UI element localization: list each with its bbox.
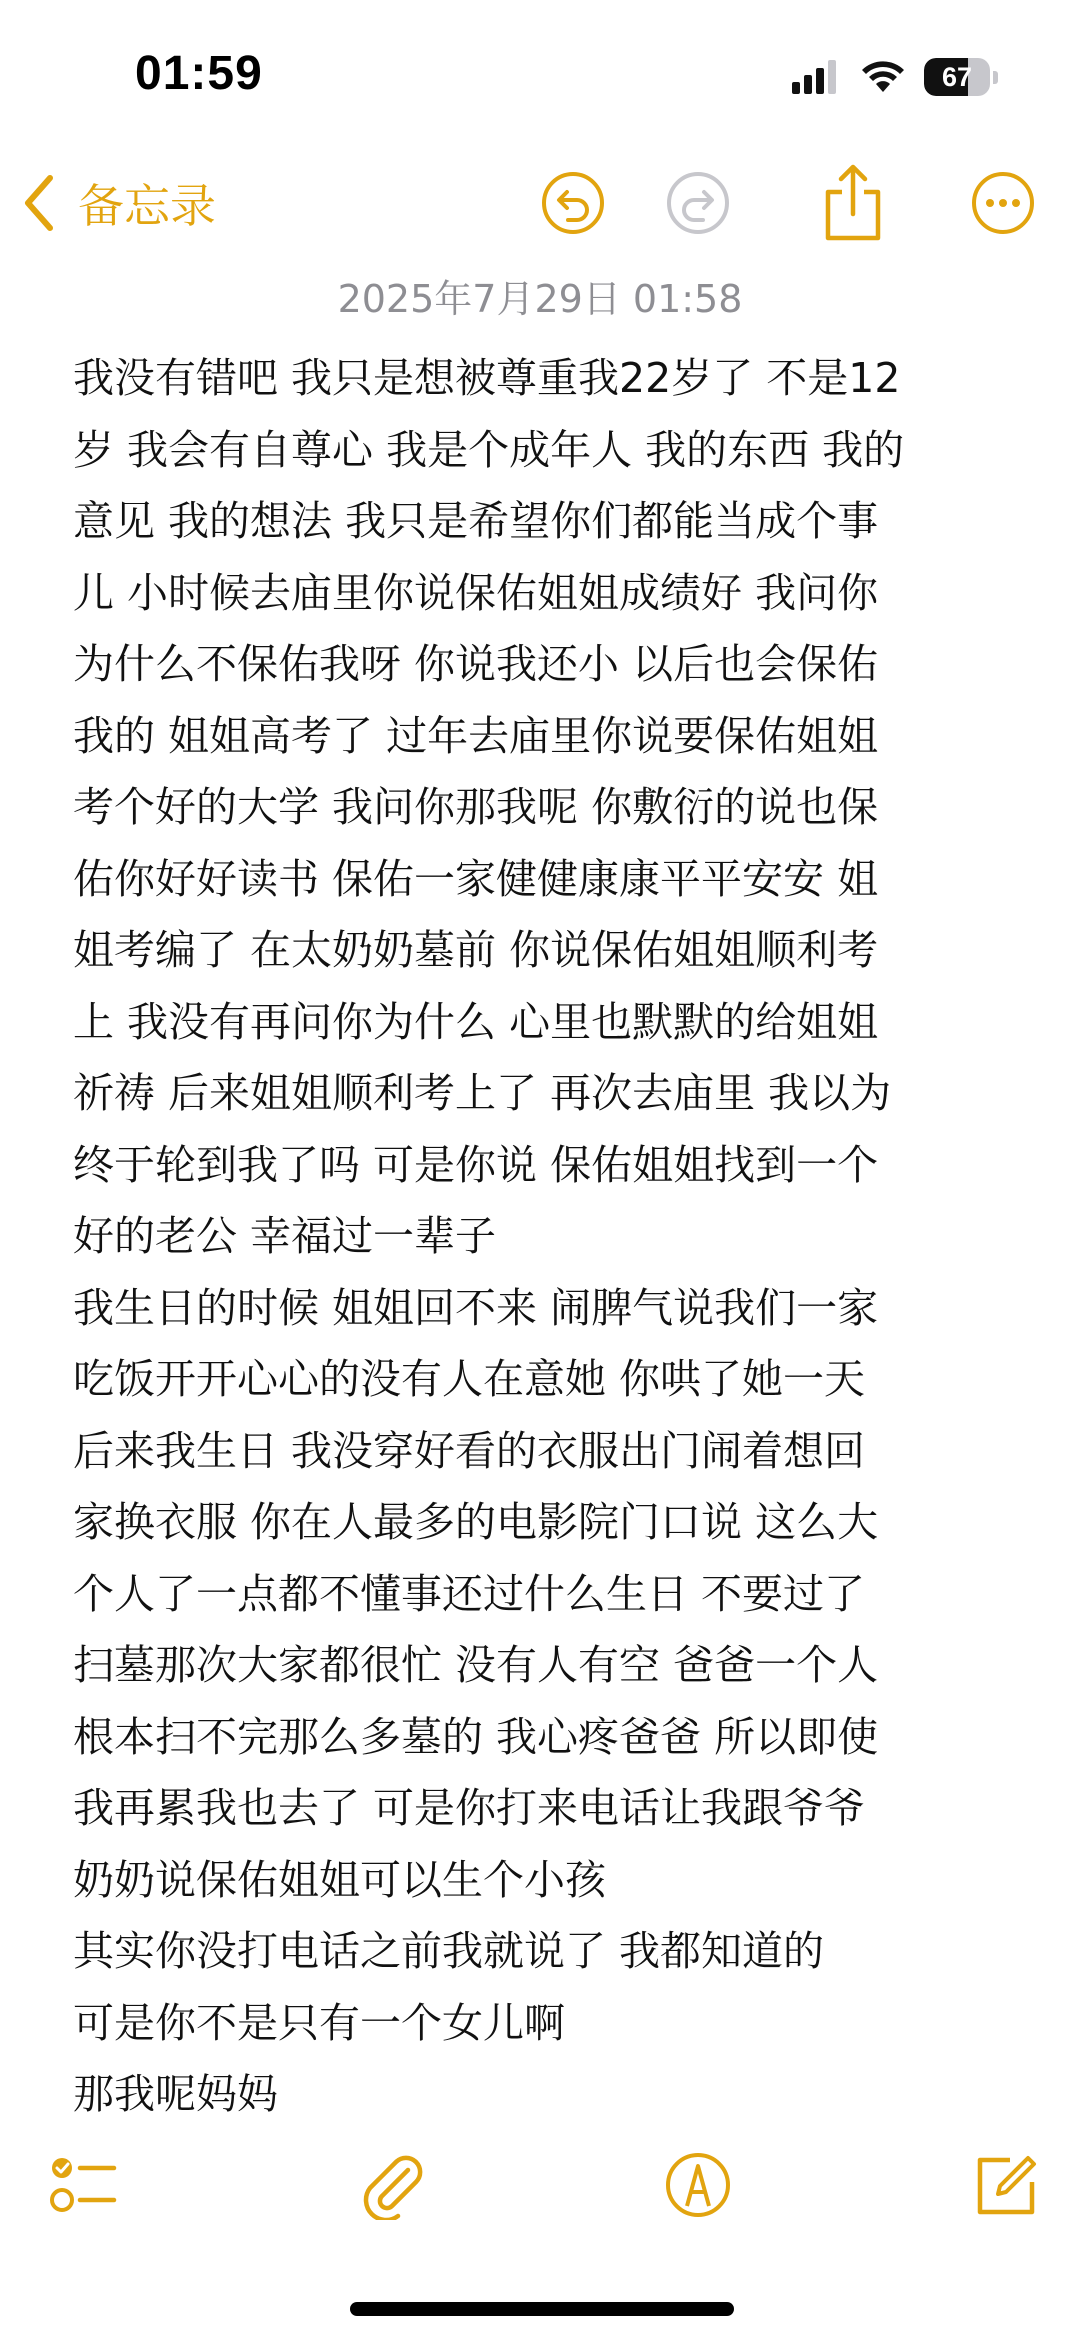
note-line: 我再累我也去了 可是你打来电话让我跟爷爷: [73, 1784, 866, 1832]
note-line: 我生日的时候 姐姐回不来 闹脾气说我们一家: [73, 1283, 879, 1332]
back-button[interactable]: [22, 170, 216, 236]
note-line: 奶奶说保佑姐姐可以生个小孩: [73, 1855, 606, 1904]
nav-bar: [0, 160, 1080, 260]
note-line: 好的老公 幸福过一辈子: [73, 1212, 497, 1260]
status-time: 01:59: [135, 47, 263, 100]
note-line: 为什么不保佑我呀 你说我还小 以后也会保佑: [73, 640, 879, 688]
wifi-icon: [860, 60, 906, 94]
note-body[interactable]: [73, 343, 1013, 2131]
note-line: 后来我生日 我没穿好看的衣服出门闹着想回: [73, 1426, 866, 1475]
note-line: 个人了一点都不懂事还过什么生日 不要过了: [73, 1569, 866, 1618]
note-line: 岁 我会有自尊心 我是个成年人 我的东西 我的: [73, 425, 905, 474]
share-icon[interactable]: [820, 162, 886, 242]
note-line: 我的 姐姐高考了 过年去庙里你说要保佑姐姐: [73, 711, 879, 760]
attachment-icon[interactable]: [358, 2150, 428, 2220]
battery-cap: [993, 71, 998, 84]
note-line: 家换衣服 你在人最多的电影院门口说 这么大: [73, 1498, 879, 1546]
compose-icon[interactable]: [970, 2150, 1040, 2220]
back-label: 备忘录: [78, 179, 216, 233]
status-icons: [792, 58, 998, 96]
note-line: 我没有错吧 我只是想被尊重我22岁了 不是12: [73, 354, 901, 402]
checklist-icon[interactable]: [48, 2150, 118, 2220]
note-line: 根本扫不完那么多墓的 我心疼爸爸 所以即使: [73, 1712, 879, 1761]
note-line: 祈祷 后来姐姐顺利考上了 再次去庙里 我以为: [73, 1069, 892, 1117]
bottom-toolbar: [0, 2150, 1080, 2240]
note-line: 可是你不是只有一个女儿啊: [73, 1998, 565, 2047]
note-line: 其实你没打电话之前我就说了 我都知道的: [73, 1927, 825, 1975]
note-line: 终于轮到我了吗 可是你说 保佑姐姐找到一个: [73, 1140, 879, 1189]
signal-icon: [792, 60, 842, 94]
battery-level: 67: [941, 61, 973, 92]
note-line: 考个好的大学 我问你那我呢 你敷衍的说也保: [73, 783, 879, 831]
battery-icon: [924, 58, 990, 96]
note-line: 儿 小时候去庙里你说保佑姐姐成绩好 我问你: [73, 568, 879, 617]
note-line: 扫墓那次大家都很忙 没有人有空 爸爸一个人: [73, 1641, 879, 1689]
note-line: 上 我没有再问你为什么 心里也默默的给姐姐: [73, 997, 879, 1046]
redo-icon[interactable]: [665, 170, 731, 236]
markup-icon[interactable]: [663, 2150, 733, 2220]
more-icon[interactable]: [970, 170, 1036, 236]
undo-icon[interactable]: [540, 170, 606, 236]
note-line: 佑你好好读书 保佑一家健健康康平平安安 姐: [73, 854, 879, 903]
note-line: 姐考编了 在太奶奶墓前 你说保佑姐姐顺利考: [73, 926, 879, 974]
chevron-left-icon: [22, 174, 56, 232]
note-date: 2025年7月29日 01:58: [337, 277, 743, 321]
home-indicator: [350, 2302, 734, 2316]
status-bar: [0, 0, 1080, 140]
note-line: 那我呢妈妈: [73, 2070, 278, 2118]
note-line: 意见 我的想法 我只是希望你们都能当成个事: [73, 497, 879, 545]
note-line: 吃饭开开心心的没有人在意她 你哄了她一天: [73, 1355, 866, 1403]
